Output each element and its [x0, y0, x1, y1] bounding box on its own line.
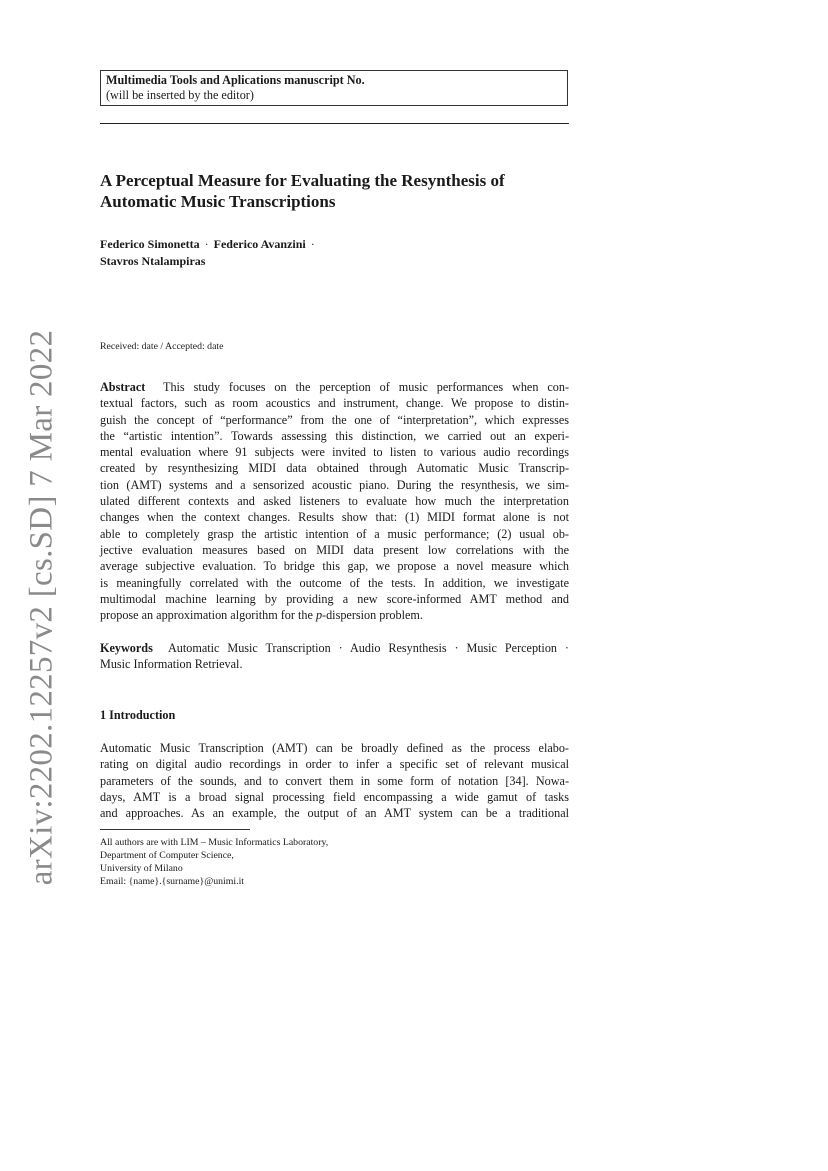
footnote-line: Department of Computer Science,: [100, 850, 234, 861]
journal-header-box: [100, 70, 568, 106]
abstract-line: mental evaluation where 91 subjects were invited to listen to various audio recordings: [100, 445, 569, 460]
abstract-line: tion (AMT) systems and a sensorized acoustic piano. During the resynthesis, we sim-: [100, 477, 569, 492]
author-separator: ·: [204, 237, 209, 251]
author-name: Federico Simonetta: [100, 237, 200, 251]
body-line: and approaches. As an example, the output of an AMT system can be a traditional: [100, 806, 569, 821]
footnote-line: All authors are with LIM – Music Informatics Laboratory,: [100, 837, 329, 848]
abstract-line: changes when the context changes. Results show that: (1) MIDI format alone is not: [100, 510, 569, 525]
abstract-line: guish the concept of “performance” from the one of “interpretation”, which expresses: [100, 412, 569, 427]
keywords-line: [100, 640, 569, 656]
author-list: [100, 236, 570, 270]
abstract-line: [100, 607, 569, 623]
received-accepted-dates: Received: date / Accepted: date: [100, 341, 224, 352]
keywords: [100, 640, 569, 673]
arxiv-identifier-text: arXiv:2202.12257v2 [cs.SD] 7 Mar 2022: [23, 329, 60, 885]
abstract-text: This study focuses on the perception of music performances when con-: [163, 380, 570, 394]
keywords-line: Music Information Retrieval.: [100, 657, 243, 672]
keywords-text: Automatic Music Transcription · Audio Resynthesis · Music Perception ·: [167, 641, 569, 655]
author-name: Stavros Ntalampiras: [100, 254, 206, 268]
arxiv-identifier-stamp: [20, 329, 64, 885]
abstract-text: propose an approximation algorithm for the: [100, 608, 316, 623]
keywords-label: Keywords: [100, 641, 153, 655]
abstract-label: Abstract: [100, 380, 146, 394]
abstract-line: able to completely grasp the artistic intention of a music performance; (2) usual ob-: [100, 526, 569, 541]
abstract-line: jective evaluation measures based on MIDI data present low correlations with the: [100, 542, 569, 557]
footnote: [100, 836, 328, 888]
abstract-line: multimodal machine learning by providing a new score-informed AMT method and: [100, 591, 569, 606]
body-line: rating on digital audio recordings in order to infer a specific set of relevant musical: [100, 757, 569, 772]
paper-title-line-2: Automatic Music Transcriptions: [100, 192, 336, 211]
abstract-line: created by resynthesizing MIDI data obtained through Automatic Music Transcrip-: [100, 461, 569, 476]
abstract-line: the “artistic intention”. Towards assessing this distinction, we carried out an experi-: [100, 428, 569, 443]
footnote-rule: [100, 829, 250, 830]
abstract-line: textual factors, such as room acoustics and instrument, change. We propose to distin-: [100, 396, 569, 411]
abstract-italic-symbol: p: [315, 608, 323, 623]
body-line: Automatic Music Transcription (AMT) can be broadly defined as the process elabo-: [100, 741, 569, 755]
footnote-line: University of Milano: [100, 863, 183, 874]
abstract: [100, 379, 569, 623]
abstract-line: [100, 379, 569, 395]
introduction-body: [100, 740, 569, 821]
header-rule: [100, 123, 569, 124]
abstract-line: ulated different contexts and asked listeners to evaluate how much the interpretation: [100, 494, 569, 509]
body-line: parameters of the sounds, and to convert them in some form of notation [34]. Nowa-: [100, 773, 569, 788]
abstract-text: -dispersion problem.: [322, 608, 423, 623]
journal-name: Multimedia Tools and Aplications manuscript No.: [106, 73, 365, 87]
footnote-line: Email: {name}.{surname}@unimi.it: [100, 876, 245, 887]
editor-note: (will be inserted by the editor): [106, 88, 254, 102]
author-name: Federico Avanzini: [213, 237, 306, 251]
body-line: days, AMT is a broad signal processing field encompassing a wide gamut of tasks: [100, 789, 569, 804]
abstract-line: is meaningfully correlated with the outcome of the tests. In addition, we investigate: [100, 575, 569, 590]
paper-title: [100, 170, 570, 212]
abstract-line: average subjective evaluation. To bridge this gap, we propose a novel measure which: [100, 559, 569, 574]
author-separator: ·: [310, 237, 315, 251]
paper-title-line-1: A Perceptual Measure for Evaluating the Resynthesis of: [100, 171, 505, 190]
section-heading: 1 Introduction: [100, 708, 176, 722]
